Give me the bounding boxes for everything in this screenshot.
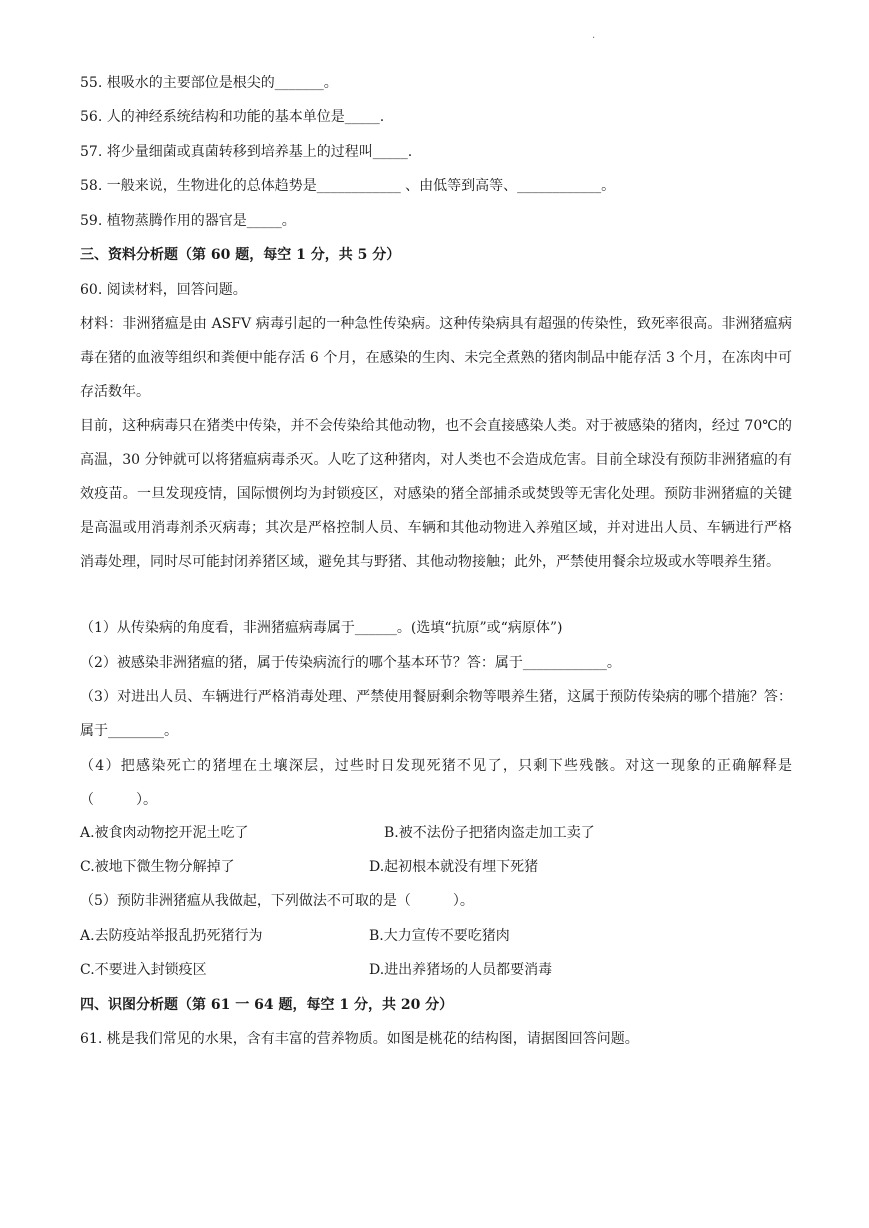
header-mark: .: [592, 30, 596, 41]
option-5d: D.进出养猪场的人员都要消毒: [369, 962, 553, 978]
question-57: 57. 将少量细菌或真菌转移到培养基上的过程叫_____.: [80, 144, 413, 160]
question-56: 56. 人的神经系统结构和功能的基本单位是_____.: [80, 109, 385, 125]
option-5a: A.去防疫站举报乱扔死猪行为: [80, 928, 263, 944]
section-4-title: 四、识图分析题（第 61 一 64 题，每空 1 分，共 20 分）: [80, 997, 454, 1013]
option-4d: D.起初根本就没有埋下死猪: [369, 859, 539, 875]
question-61: 61. 桃是我们常见的水果，含有丰富的营养物质。如图是桃花的结构图，请据图回答问题。: [80, 1031, 639, 1047]
question-58: 58. 一般来说，生物进化的总体趋势是____________ 、由低等到高等、____________。: [80, 178, 616, 194]
option-4c: C.被地下微生物分解掉了: [80, 859, 235, 875]
question-55: 55. 根吸水的主要部位是根尖的_______。: [80, 75, 338, 91]
material-paragraph-2: 目前，这种病毒只在猪类中传染，并不会传染给其他动物，也不会直接感染人类。对于被感染的猪肉，经过 70℃的高温，30 分钟就可以将猪瘟病毒杀灭。人吃了这种猪肉，对人类也不会造成危害。目前全球没有预防非洲猪瘟的有效疫苗。一旦发现疫情，国际惯例均为封锁疫区，对感染的猪全部捕杀或焚毁等无害化处理。预防非洲猪瘟的关键是高温或用消毒剂杀灭病毒；其次是严格控制人员、车辆和其他动物进入养殖区域，并对进出人员、车辆进行严格消毒处理，同时尽可能封闭养猪区域，避免其与野猪、其他动物接触；此外，严禁使用餐余垃圾或水等喂养生猪。: [80, 418, 792, 570]
sub-question-3: （3）对进出人员、车辆进行严格消毒处理、严禁使用餐厨剩余物等喂养生猪，这属于预防传染病的哪个措施？答：属于________。: [80, 689, 792, 739]
question-60-intro: 60. 阅读材料，回答问题。: [80, 282, 247, 298]
material-paragraph-1: 材料：非洲猪瘟是由 ASFV 病毒引起的一种急性传染病。这种传染病具有超强的传染性，致死率很高。非洲猪瘟病毒在猪的血液等组织和粪便中能存活 6 个月，在感染的生肉、未完全煮熟的猪肉制品中能存活 3 个月，在冻肉中可存活数年。: [80, 316, 792, 400]
sub-question-1: （1）从传染病的角度看，非洲猪瘟病毒属于______。(选填“抗原”或“病原体”): [80, 620, 563, 636]
option-5b: B.大力宣传不要吃猪肉: [369, 928, 510, 944]
option-5c: C.不要进入封锁疫区: [80, 962, 207, 978]
sub-question-2: （2）被感染非洲猪瘟的猪，属于传染病流行的哪个基本环节？答：属于____________。: [80, 655, 621, 671]
question-59: 59. 植物蒸腾作用的器官是_____。: [80, 213, 296, 229]
sub-question-4: （4）把感染死亡的猪埋在土壤深层，过些时日发现死猪不见了，只剩下些残骸。对这一现象的正确解释是（ ）。: [80, 758, 792, 808]
option-4b: B.被不法份子把猪肉盗走加工卖了: [384, 825, 595, 841]
sub-question-5: （5）预防非洲猪瘟从我做起，下列做法不可取的是（ ）。: [80, 893, 474, 909]
option-4a: A.被食肉动物挖开泥土吃了: [80, 825, 249, 841]
section-3-title: 三、资料分析题（第 60 题，每空 1 分，共 5 分）: [80, 247, 401, 263]
